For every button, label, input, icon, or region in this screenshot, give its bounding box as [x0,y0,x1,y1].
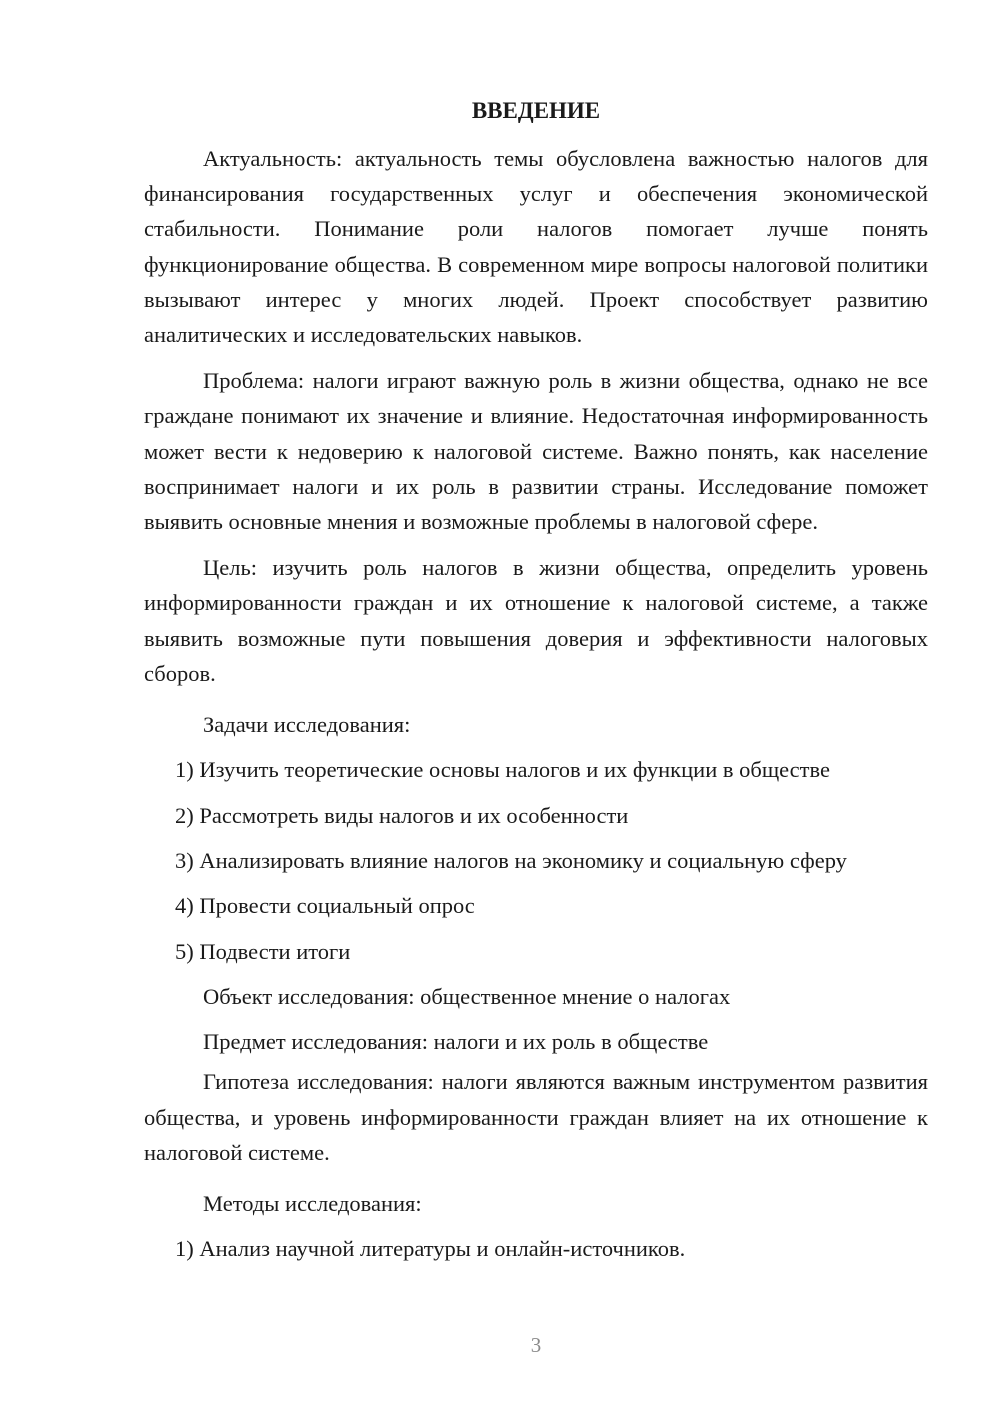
method-item: 1) Анализ научной литературы и онлайн-источников. [175,1236,686,1262]
task-item: 1) Изучить теоретические основы налогов и их функции в обществе [175,757,830,783]
research-subject: Предмет исследования: налоги и их роль в обществе [203,1029,709,1055]
problem-paragraph: Проблема: налоги играют важную роль в жизни общества, однако не все граждане понимают их значение и влияние. Недостаточная информированность может вести к недоверию к налоговой системе. Важно понять, как население воспринимает налоги и их роль в развитии страны. Исследование поможет выявить основные мнения и возможные проблемы в налоговой сфере. [144,368,928,535]
tasks-heading: Задачи исследования: [203,712,411,738]
goal-paragraph: Цель: изучить роль налогов в жизни общества, определить уровень информированности граждан и их отношение к налоговой системе, а также выявить возможные пути повышения доверия и эффективности налоговых сборов. [144,555,928,686]
methods-heading: Методы исследования: [203,1191,422,1217]
research-object: Объект исследования: общественное мнение о налогах [203,983,731,1009]
relevance-paragraph: Актуальность: актуальность темы обусловлена важностью налогов для финансирования государственных услуг и обеспечения экономической стабильности. Понимание роли налогов помогает лучше понять функционирование общества. В современном мире вопросы налоговой политики вызывают интерес у многих людей. Проект способствует развитию аналитических и исследовательских навыков. [144,146,928,348]
hypothesis-paragraph: Гипотеза исследования: налоги являются важным инструментом развития общества, и уровень информированности граждан влияет на их отношение к налоговой системе. [144,1069,928,1165]
page-title: ВВЕДЕНИЕ [471,98,601,123]
page-body [144,141,928,1272]
task-item: 4) Провести социальный опрос [175,893,475,919]
task-item: 3) Анализировать влияние налогов на экономику и социальную сферу [175,847,847,873]
task-item: 5) Подвести итоги [175,938,351,964]
task-item: 2) Рассмотреть виды налогов и их особенности [175,802,629,828]
page-number: 3 [530,1333,542,1357]
